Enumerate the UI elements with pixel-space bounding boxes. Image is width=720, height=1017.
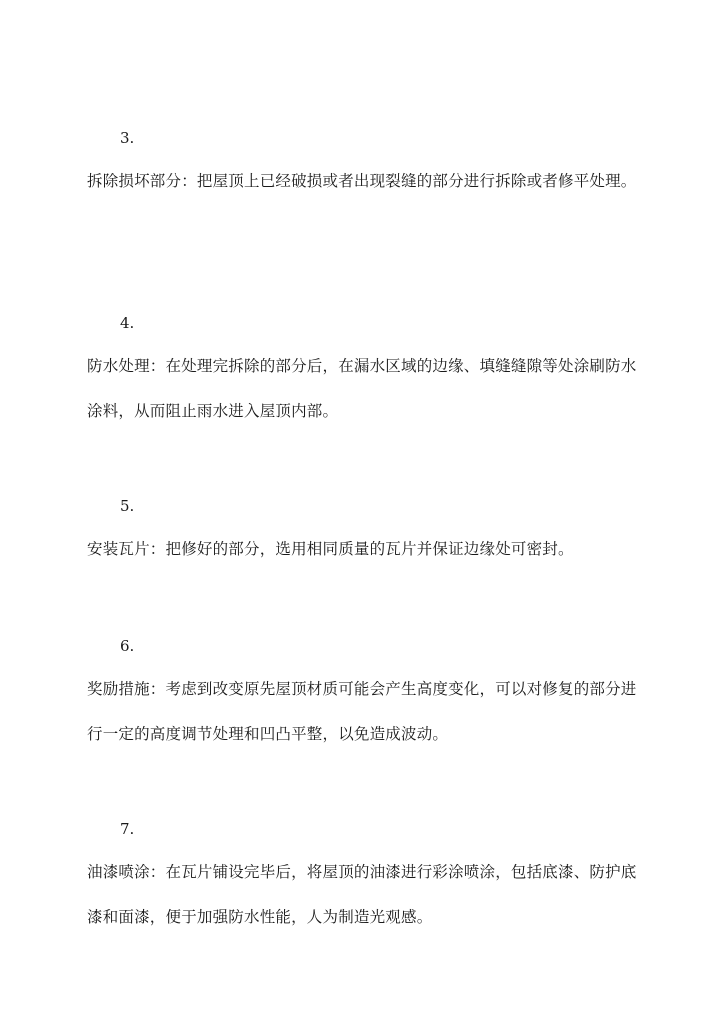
- step-paragraph: 防水处理：在处理完拆除的部分后，在漏水区域的边缘、填缝缝隙等处涂刷防水涂料，从而阻止雨水进入屋顶内部。: [87, 357, 637, 420]
- step-paragraph: 奖励措施：考虑到改变原先屋顶材质可能会产生高度变化，可以对修复的部分进行一定的高度调节处理和凹凸平整，以免造成波动。: [87, 680, 637, 743]
- step-number: 4.: [120, 314, 135, 332]
- step-paragraph: 油漆喷涂：在瓦片铺设完毕后，将屋顶的油漆进行彩涂喷涂，包括底漆、防护底漆和面漆，便于加强防水性能，人为制造光观感。: [87, 863, 637, 926]
- step-number: 6.: [120, 637, 135, 655]
- step-paragraph: 拆除损坏部分：把屋顶上已经破损或者出现裂缝的部分进行拆除或者修平处理。: [87, 172, 637, 190]
- step-number: 3.: [120, 129, 135, 147]
- step-number: 7.: [120, 820, 135, 838]
- step-number: 5.: [120, 497, 135, 515]
- step-paragraph: 安装瓦片：把修好的部分，选用相同质量的瓦片并保证边缘处可密封。: [87, 540, 574, 558]
